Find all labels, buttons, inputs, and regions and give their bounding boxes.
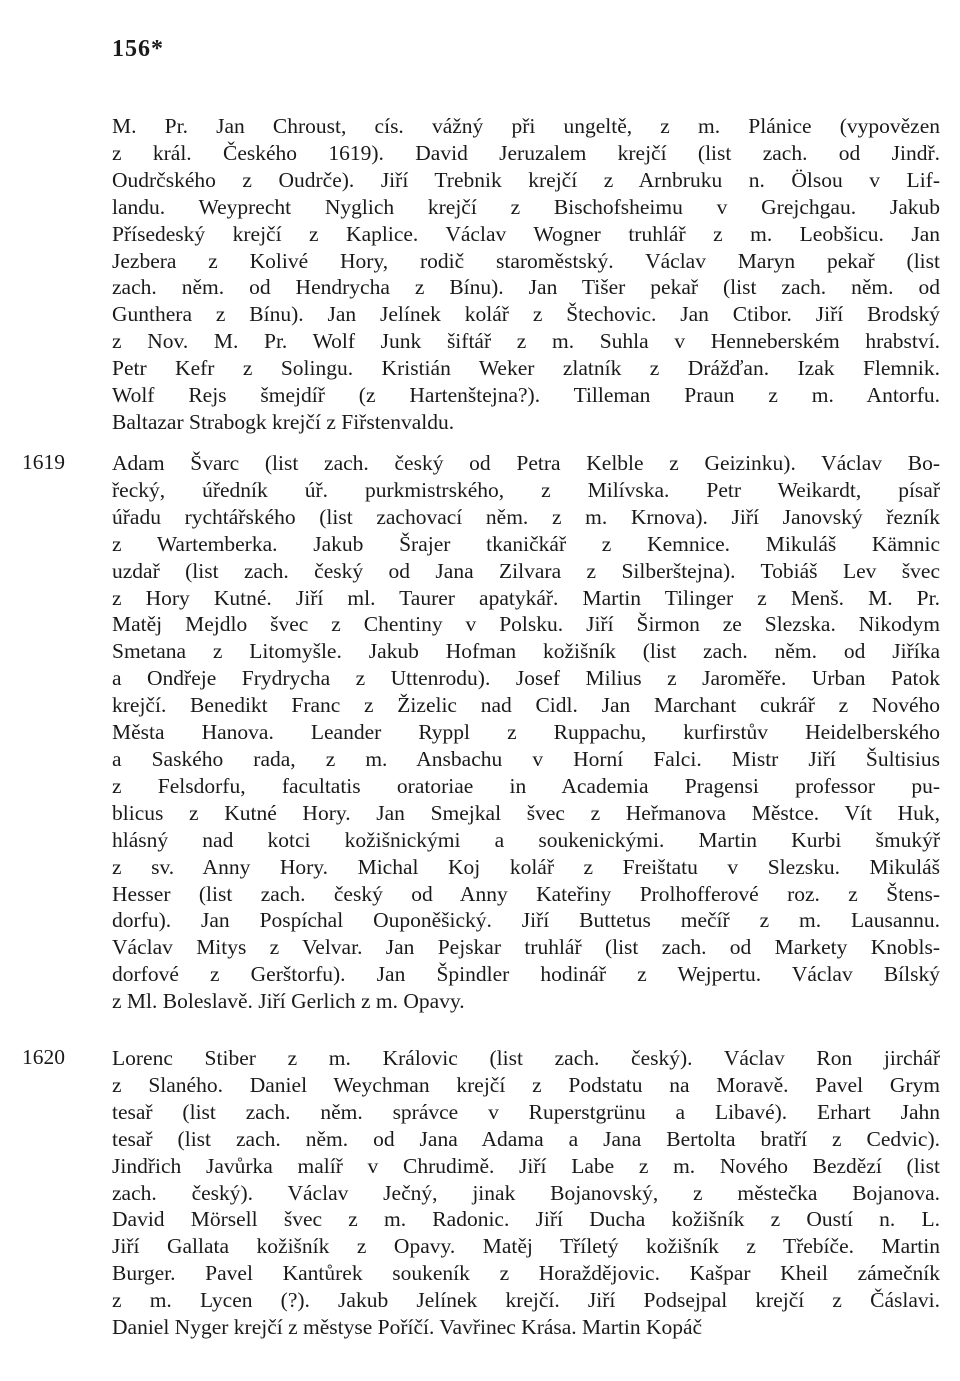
text-line: z Felsdorfu, facultatis oratoriae in Academia Pragensi professor pu- — [112, 773, 940, 798]
text-line: zach. český). Václav Ječný, jinak Bojanovský, z městečka Bojanova. — [112, 1180, 940, 1205]
text-line: landu. Weyprecht Nyglich krejčí z Bischofsheimu v Grejchgau. Jakub — [112, 194, 940, 219]
text-line: řecký, úředník úř. purkmistrského, z Milívska. Petr Weikardt, písař — [112, 477, 940, 502]
text-line: z sv. Anny Hory. Michal Koj kolář z Freištatu v Slezsku. Mikuláš — [112, 854, 940, 879]
text-line: Města Hanova. Leander Ryppl z Ruppachu, kurfirstův Heidelberského — [112, 720, 940, 745]
text-line: z Slaného. Daniel Weychman krejčí z Podstatu na Moravě. Pavel Grym — [112, 1072, 940, 1097]
text-line: a Saského rada, z m. Ansbachu v Horní Falci. Mistr Jiří Šultisius — [112, 746, 940, 771]
text-line: Hesser (list zach. český od Anny Kateřiny Prolhofferové roz. z Štens- — [112, 881, 940, 906]
text-line: Wolf Rejs šmejdíř (z Hartenštejna?). Tilleman Praun z m. Antorfu. — [112, 383, 940, 408]
text-line: blicus z Kutné Hory. Jan Smejkal švec z Heřmanova Městce. Vít Huk, — [112, 800, 940, 825]
text-line: tesař (list zach. něm. od Jana Adama a Jana Bertolta bratří z Cedvic). — [112, 1126, 940, 1151]
text-line: Lorenc Stiber z m. Královic (list zach. český). Václav Ron jirchář — [112, 1046, 940, 1070]
text-line: hlásný nad kotci kožišnickými a soukenickými. Martin Kurbi šmukýř — [112, 827, 940, 852]
text-line: M. Pr. Jan Chroust, cís. vážný při ungeltě, z m. Plánice (vypovězen — [112, 114, 940, 138]
text-line: dorfové z Gerštorfu). Jan Špindler hodinář z Wejpertu. Václav Bílský — [112, 962, 940, 987]
text-line: krejčí. Benedikt Franc z Žizelic nad Cidl. Jan Marchant cukrář z Nového — [112, 693, 940, 718]
text-block-continuation — [112, 113, 940, 436]
text-block-1619 — [112, 450, 940, 1015]
text-line: Jiří Gallata kožišník z Opavy. Matěj Tříletý kožišník z Třebíče. Martin — [112, 1234, 940, 1259]
text-line: Václav Mitys z Velvar. Jan Pejskar truhlář (list zach. od Markety Knobls- — [112, 935, 940, 960]
text-line: z m. Lycen (?). Jakub Jelínek krejčí. Jiří Podsejpal krejčí z Čáslavi. — [112, 1288, 940, 1313]
text-line: z Hory Kutné. Jiří ml. Taurer apatykář. Martin Tilinger z Menš. M. Pr. — [112, 585, 940, 610]
text-line: Přísedeský krejčí z Kaplice. Václav Wogner truhlář z m. Leobšicu. Jan — [112, 221, 940, 246]
text-line: Jindřich Javůrka malíř v Chrudimě. Jiří Labe z m. Nového Bezdězí (list — [112, 1153, 940, 1178]
text-line: z Nov. M. Pr. Wolf Junk šiftář z m. Suhla v Henneberském hrabství. — [112, 329, 940, 354]
year-marker-1620: 1620 — [22, 1045, 65, 1069]
text-line: Jezbera z Kolivé Hory, rodič staroměstský. Václav Maryn pekař (list — [112, 248, 940, 273]
year-marker-1619: 1619 — [22, 450, 65, 474]
text-line: uzdař (list zach. český od Jana Zilvara z Silberštejna). Tobiáš Lev švec — [112, 558, 940, 583]
text-line: Gunthera z Bínu). Jan Jelínek kolář z Štechovic. Jan Ctibor. Jiří Brodský — [112, 302, 940, 327]
text-line: David Mörsell švec z m. Radonic. Jiří Ducha kožišník z Oustí n. L. — [112, 1207, 940, 1232]
text-line: tesař (list zach. něm. správce v Ruperstgrünu a Libavé). Erhart Jahn — [112, 1099, 940, 1124]
text-line: a Ondřeje Frydrycha z Uttenrodu). Josef Milius z Jaroměře. Urban Patok — [112, 666, 940, 691]
text-line: zach. něm. od Hendrycha z Bínu). Jan Tišer pekař (list zach. něm. od — [112, 275, 940, 300]
text-line: Adam Švarc (list zach. český od Petra Kelble z Geizinku). Václav Bo- — [112, 451, 940, 475]
text-line: úřadu rychtářského (list zachovací něm. z m. Krnova). Jiří Janovský řezník — [112, 504, 940, 529]
text-line: Baltazar Strabogk krejčí z Fiřstenvaldu. — [112, 409, 455, 434]
page-number: 156* — [112, 36, 164, 62]
text-line: dorfu). Jan Pospíchal Ouponěšický. Jiří Buttetus mečíř z m. Lausannu. — [112, 908, 940, 933]
text-block-1620 — [112, 1045, 940, 1341]
text-line: z Wartemberka. Jakub Šrajer tkaničkář z Kemnice. Mikuláš Kämnic — [112, 531, 940, 556]
text-line: Matěj Mejdlo švec z Chentiny v Polsku. Jiří Širmon ze Slezska. Nikodym — [112, 612, 940, 637]
text-line: Petr Kefr z Solingu. Kristián Weker zlatník z Drážďan. Izak Flemnik. — [112, 356, 940, 381]
text-line: Smetana z Litomyšle. Jakub Hofman kožišník (list zach. něm. od Jiříka — [112, 639, 940, 664]
text-line: z Ml. Boleslavě. Jiří Gerlich z m. Opavy. — [112, 989, 465, 1014]
text-line: Daniel Nyger krejčí z městyse Poříčí. Vavřinec Krása. Martin Kopáč — [112, 1315, 703, 1340]
text-line: z král. Českého 1619). David Jeruzalem krejčí (list zach. od Jindř. — [112, 140, 940, 165]
text-line: Oudrčského z Oudrče). Jiří Trebnik krejčí z Arnbruku n. Ölsou v Lif- — [112, 167, 940, 192]
text-line: Burger. Pavel Kantůrek soukeník z Horaždějovic. Kašpar Kheil zámečník — [112, 1261, 940, 1286]
